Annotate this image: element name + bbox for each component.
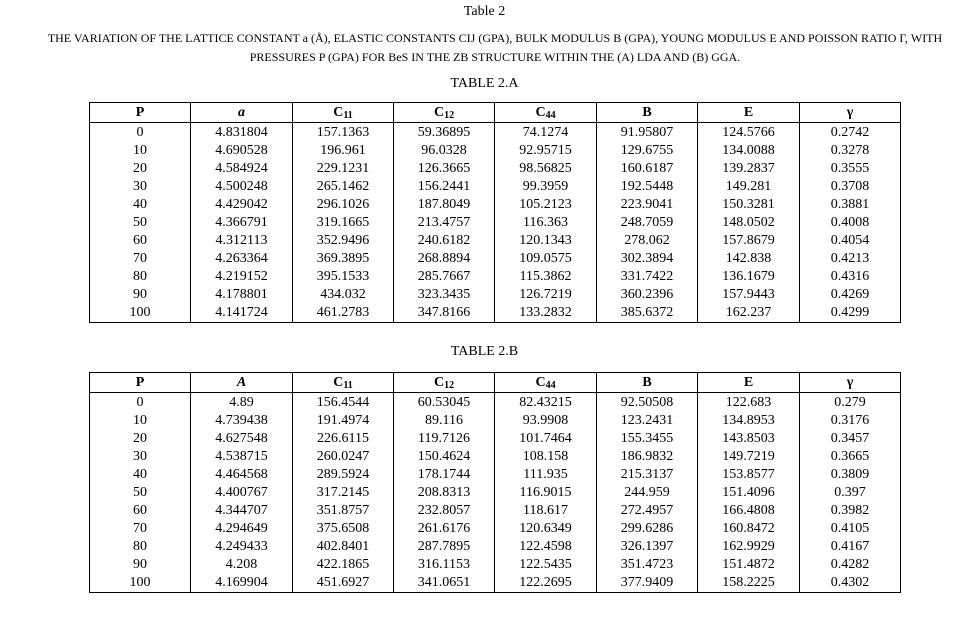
table-cell: 122.683 — [698, 393, 800, 413]
table-cell: 118.617 — [495, 502, 597, 520]
column-header-subscript: 11 — [343, 379, 353, 391]
table-cell: 434.032 — [293, 286, 394, 304]
table-cell: 156.2441 — [394, 178, 495, 196]
table-cell: 369.3895 — [293, 250, 394, 268]
table-cell: 134.8953 — [698, 412, 800, 430]
table-row — [90, 304, 901, 323]
table-cell: 4.208 — [191, 556, 293, 574]
table-cell: 30 — [90, 178, 191, 196]
table-cell: 187.8049 — [394, 196, 495, 214]
table-cell: 0.2742 — [800, 123, 901, 143]
table-cell: 30 — [90, 448, 191, 466]
column-header-label: E — [743, 104, 754, 120]
table-cell: 157.1363 — [293, 123, 394, 143]
table-cell: 143.8503 — [698, 430, 800, 448]
table-cell: 82.43215 — [495, 393, 597, 413]
table-cell: 92.50508 — [597, 393, 698, 413]
table-cell: 115.3862 — [495, 268, 597, 286]
column-header-label: C — [333, 374, 344, 390]
table-cell: 166.4808 — [698, 502, 800, 520]
table-cell: 4.690528 — [191, 142, 293, 160]
table-cell: 192.5448 — [597, 178, 698, 196]
table-row — [90, 556, 901, 574]
table-cell: 4.366791 — [191, 214, 293, 232]
table-cell: 0.4269 — [800, 286, 901, 304]
table-cell: 136.1679 — [698, 268, 800, 286]
column-header — [698, 373, 800, 393]
table-cell: 10 — [90, 142, 191, 160]
table-b-body — [90, 393, 901, 593]
table-a — [89, 102, 901, 323]
table-cell: 98.56825 — [495, 160, 597, 178]
table-cell: 162.237 — [698, 304, 800, 323]
column-header — [90, 373, 191, 393]
table-cell: 289.5924 — [293, 466, 394, 484]
table-cell: 40 — [90, 466, 191, 484]
table-cell: 150.4624 — [394, 448, 495, 466]
table-cell: 223.9041 — [597, 196, 698, 214]
table-cell: 4.249433 — [191, 538, 293, 556]
table-cell: 0.4167 — [800, 538, 901, 556]
table-cell: 402.8401 — [293, 538, 394, 556]
column-header — [495, 373, 597, 393]
table-cell: 265.1462 — [293, 178, 394, 196]
table-cell: 89.116 — [394, 412, 495, 430]
table-cell: 208.8313 — [394, 484, 495, 502]
table-a-header-row — [90, 103, 901, 123]
table-cell: 74.1274 — [495, 123, 597, 143]
table-cell: 422.1865 — [293, 556, 394, 574]
column-header — [800, 373, 901, 393]
table-cell: 0.4105 — [800, 520, 901, 538]
table-row — [90, 250, 901, 268]
table-a-body — [90, 123, 901, 323]
column-header — [698, 103, 800, 123]
table-cell: 377.9409 — [597, 574, 698, 593]
column-header-label: γ — [846, 104, 854, 120]
table-cell: 302.3894 — [597, 250, 698, 268]
table-cell: 119.7126 — [394, 430, 495, 448]
table-cell: 186.9832 — [597, 448, 698, 466]
table-row — [90, 178, 901, 196]
table-cell: 0.4054 — [800, 232, 901, 250]
table-cell: 385.6372 — [597, 304, 698, 323]
table-cell: 120.1343 — [495, 232, 597, 250]
table-cell: 126.3665 — [394, 160, 495, 178]
table-cell: 331.7422 — [597, 268, 698, 286]
table-cell: 100 — [90, 304, 191, 323]
table-cell: 90 — [90, 556, 191, 574]
column-header-label: a — [238, 104, 245, 120]
column-header — [597, 103, 698, 123]
column-header — [394, 103, 495, 123]
table-cell: 4.141724 — [191, 304, 293, 323]
table-cell: 124.5766 — [698, 123, 800, 143]
table-cell: 261.6176 — [394, 520, 495, 538]
table-cell: 109.0575 — [495, 250, 597, 268]
table-cell: 108.158 — [495, 448, 597, 466]
table-caption: THE VARIATION OF THE LATTICE CONSTANT a (Å), ELASTIC CONSTANTS CIJ (GPA), BULK MODULUS B (GPA), YOUNG MODULUS E AND POISSON RATIO Γ, WITH PRESSURES P (GPA) FOR BeS IN THE ZB STRUCTURE WITHIN THE (A) LDA AND (B) GGA. — [47, 31, 943, 64]
table-cell: 240.6182 — [394, 232, 495, 250]
table-cell: 178.1744 — [394, 466, 495, 484]
table-cell: 153.8577 — [698, 466, 800, 484]
table-cell: 151.4096 — [698, 484, 800, 502]
table-cell: 129.6755 — [597, 142, 698, 160]
column-header-label: P — [135, 374, 145, 390]
table-cell: 0.3708 — [800, 178, 901, 196]
table-cell: 111.935 — [495, 466, 597, 484]
table-cell: 375.6508 — [293, 520, 394, 538]
table-cell: 0.3881 — [800, 196, 901, 214]
table-row — [90, 520, 901, 538]
table-cell: 10 — [90, 412, 191, 430]
table-cell: 20 — [90, 160, 191, 178]
table-cell: 0.3555 — [800, 160, 901, 178]
table-cell: 148.0502 — [698, 214, 800, 232]
column-header — [293, 103, 394, 123]
table-cell: 139.2837 — [698, 160, 800, 178]
table-cell: 160.6187 — [597, 160, 698, 178]
table-cell: 133.2832 — [495, 304, 597, 323]
table-cell: 278.062 — [597, 232, 698, 250]
table-cell: 268.8894 — [394, 250, 495, 268]
table-cell: 122.4598 — [495, 538, 597, 556]
table-cell: 91.95807 — [597, 123, 698, 143]
table-cell: 0 — [90, 393, 191, 413]
table-cell: 0.3457 — [800, 430, 901, 448]
column-header — [800, 103, 901, 123]
table-cell: 4.294649 — [191, 520, 293, 538]
table-cell: 0.279 — [800, 393, 901, 413]
column-header-subscript: 44 — [545, 379, 556, 391]
table-cell: 142.838 — [698, 250, 800, 268]
table-row — [90, 484, 901, 502]
table-cell: 157.8679 — [698, 232, 800, 250]
table-cell: 4.219152 — [191, 268, 293, 286]
table-row — [90, 502, 901, 520]
column-header-label: C — [433, 374, 445, 390]
table-cell: 260.0247 — [293, 448, 394, 466]
column-header-label: C — [535, 374, 546, 390]
table-cell: 272.4957 — [597, 502, 698, 520]
table-row — [90, 160, 901, 178]
table-cell: 4.89 — [191, 393, 293, 413]
column-header — [394, 373, 495, 393]
column-header — [495, 103, 597, 123]
table-cell: 93.9908 — [495, 412, 597, 430]
table-cell: 70 — [90, 250, 191, 268]
column-header-subscript: 44 — [545, 109, 556, 121]
table-cell: 244.959 — [597, 484, 698, 502]
table-cell: 4.500248 — [191, 178, 293, 196]
column-header-label: γ — [846, 374, 854, 390]
table-cell: 191.4974 — [293, 412, 394, 430]
table-row — [90, 574, 901, 593]
table-cell: 123.2431 — [597, 412, 698, 430]
column-header-subscript: 11 — [343, 109, 353, 121]
table-cell: 0.4302 — [800, 574, 901, 593]
table-cell: 213.4757 — [394, 214, 495, 232]
table-cell: 232.8057 — [394, 502, 495, 520]
table-cell: 60 — [90, 232, 191, 250]
table-row — [90, 393, 901, 413]
table-cell: 149.7219 — [698, 448, 800, 466]
table-cell: 60.53045 — [394, 393, 495, 413]
table-cell: 351.4723 — [597, 556, 698, 574]
table-cell: 116.9015 — [495, 484, 597, 502]
table-cell: 60 — [90, 502, 191, 520]
column-header-subscript: 12 — [444, 109, 455, 121]
table-cell: 248.7059 — [597, 214, 698, 232]
table-row — [90, 232, 901, 250]
table-cell: 90 — [90, 286, 191, 304]
table-cell: 0.4008 — [800, 214, 901, 232]
table-cell: 162.9929 — [698, 538, 800, 556]
column-header — [90, 103, 191, 123]
table-row — [90, 430, 901, 448]
table-cell: 317.2145 — [293, 484, 394, 502]
table-row — [90, 142, 901, 160]
table-cell: 4.178801 — [191, 286, 293, 304]
table-cell: 0.4299 — [800, 304, 901, 323]
column-header-label: C — [535, 104, 546, 120]
table-cell: 296.1026 — [293, 196, 394, 214]
table-cell: 150.3281 — [698, 196, 800, 214]
table-b-header-row — [90, 373, 901, 393]
table-cell: 0.3278 — [800, 142, 901, 160]
table-cell: 122.5435 — [495, 556, 597, 574]
table-cell: 4.464568 — [191, 466, 293, 484]
table-cell: 134.0088 — [698, 142, 800, 160]
table-row — [90, 123, 901, 143]
table-cell: 4.312113 — [191, 232, 293, 250]
table-cell: 101.7464 — [495, 430, 597, 448]
table-cell: 0 — [90, 123, 191, 143]
table-cell: 116.363 — [495, 214, 597, 232]
table-cell: 126.7219 — [495, 286, 597, 304]
table-cell: 0.3809 — [800, 466, 901, 484]
table-cell: 70 — [90, 520, 191, 538]
table-cell: 4.831804 — [191, 123, 293, 143]
table-cell: 122.2695 — [495, 574, 597, 593]
table-cell: 0.4213 — [800, 250, 901, 268]
column-header — [597, 373, 698, 393]
table-cell: 99.3959 — [495, 178, 597, 196]
table-cell: 323.3435 — [394, 286, 495, 304]
column-header-label: B — [642, 104, 652, 120]
table-cell: 319.1665 — [293, 214, 394, 232]
table-cell: 155.3455 — [597, 430, 698, 448]
table-cell: 20 — [90, 430, 191, 448]
table-cell: 160.8472 — [698, 520, 800, 538]
table-row — [90, 214, 901, 232]
table-cell: 341.0651 — [394, 574, 495, 593]
column-header-label: A — [236, 374, 247, 390]
table-cell: 4.344707 — [191, 502, 293, 520]
table-cell: 352.9496 — [293, 232, 394, 250]
table-cell: 156.4544 — [293, 393, 394, 413]
table-cell: 0.4316 — [800, 268, 901, 286]
table-cell: 0.3665 — [800, 448, 901, 466]
table-cell: 461.2783 — [293, 304, 394, 323]
table-cell: 0.397 — [800, 484, 901, 502]
table-cell: 4.627548 — [191, 430, 293, 448]
table-cell: 360.2396 — [597, 286, 698, 304]
table-cell: 50 — [90, 214, 191, 232]
table-cell: 4.429042 — [191, 196, 293, 214]
table-b — [89, 372, 901, 593]
table-cell: 92.95715 — [495, 142, 597, 160]
table-cell: 40 — [90, 196, 191, 214]
table-cell: 4.739438 — [191, 412, 293, 430]
column-header — [191, 103, 293, 123]
table-cell: 287.7895 — [394, 538, 495, 556]
table-cell: 59.36895 — [394, 123, 495, 143]
table-a-title: TABLE 2.A — [450, 76, 519, 91]
table-b-title: TABLE 2.B — [450, 344, 519, 359]
table-cell: 120.6349 — [495, 520, 597, 538]
table-row — [90, 286, 901, 304]
table-cell: 0.3176 — [800, 412, 901, 430]
column-header-subscript: 12 — [444, 379, 455, 391]
column-header — [293, 373, 394, 393]
table-cell: 149.281 — [698, 178, 800, 196]
table-cell: 4.400767 — [191, 484, 293, 502]
table-cell: 0.3982 — [800, 502, 901, 520]
table-cell: 215.3137 — [597, 466, 698, 484]
column-header-label: C — [433, 104, 445, 120]
table-cell: 226.6115 — [293, 430, 394, 448]
table-row — [90, 196, 901, 214]
table-cell: 158.2225 — [698, 574, 800, 593]
table-cell: 451.6927 — [293, 574, 394, 593]
table-row — [90, 538, 901, 556]
table-cell: 285.7667 — [394, 268, 495, 286]
table-cell: 4.538715 — [191, 448, 293, 466]
table-cell: 4.169904 — [191, 574, 293, 593]
column-header-label: B — [642, 374, 652, 390]
table-row — [90, 268, 901, 286]
table-cell: 326.1397 — [597, 538, 698, 556]
table-row — [90, 412, 901, 430]
table-cell: 316.1153 — [394, 556, 495, 574]
table-cell: 395.1533 — [293, 268, 394, 286]
table-cell: 50 — [90, 484, 191, 502]
table-cell: 351.8757 — [293, 502, 394, 520]
table-cell: 96.0328 — [394, 142, 495, 160]
table-cell: 105.2123 — [495, 196, 597, 214]
table-row — [90, 466, 901, 484]
column-header — [191, 373, 293, 393]
column-header-label: P — [135, 104, 145, 120]
table-cell: 4.263364 — [191, 250, 293, 268]
table-cell: 347.8166 — [394, 304, 495, 323]
table-cell: 157.9443 — [698, 286, 800, 304]
column-header-label: E — [743, 374, 754, 390]
table-cell: 4.584924 — [191, 160, 293, 178]
table-row — [90, 448, 901, 466]
column-header-label: C — [333, 104, 344, 120]
table-label: Table 2 — [463, 4, 506, 19]
table-cell: 0.4282 — [800, 556, 901, 574]
table-cell: 151.4872 — [698, 556, 800, 574]
table-cell: 80 — [90, 538, 191, 556]
table-cell: 196.961 — [293, 142, 394, 160]
table-cell: 80 — [90, 268, 191, 286]
table-cell: 229.1231 — [293, 160, 394, 178]
table-cell: 100 — [90, 574, 191, 593]
table-cell: 299.6286 — [597, 520, 698, 538]
